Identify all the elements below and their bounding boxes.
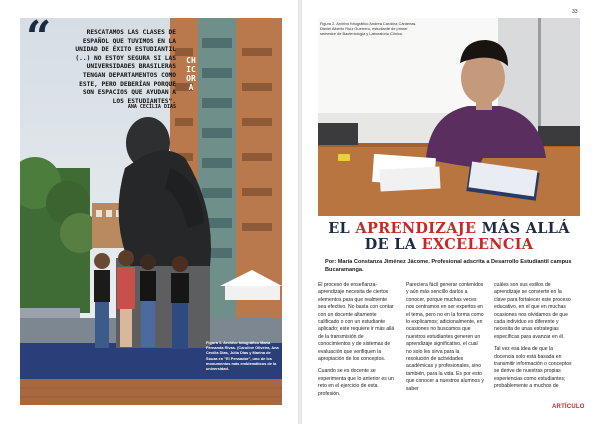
author-byline: Por: María Constanza Jiménez Jácome. Profesional adscrita a Desarrollo Estudiantil campus Bucaramanga. (325, 259, 572, 273)
quote-line: LOS ESTUDIANTES". (112, 97, 176, 105)
title-line-1 (318, 221, 580, 237)
page-number: 33 (572, 9, 578, 15)
quote-line: SON ESPACIOS QUE AYUDAN A (82, 89, 176, 97)
title-text: MÁS ALLÁ (476, 220, 570, 237)
paragraph: cuáles son sus estilos de aprendizaje se convierte en la clave para fortalecer este proceso educativo, en el que en muchas ocasiones nos olvidamos de que cada individuo es diferente y necesita de unas estrategias específicas para avanzar en él. (494, 282, 571, 340)
body-column-3 (494, 282, 572, 396)
quote-mark-icon: “ (26, 12, 52, 63)
quote-line: UNIVERSIDADES BRASILERAS (86, 63, 176, 71)
quote-line: RESCATAMOS LAS CLASES DE (86, 29, 176, 36)
title-text: DE LA (364, 236, 422, 253)
title-accent-excelencia: EXCELENCIA (421, 236, 534, 253)
quote-line: (..) NO ESTOY SEGURA SI LAS (75, 54, 176, 62)
quote-line: TENGAN DEPARTAMENTOS COMO (82, 71, 176, 79)
building-sign: CHICORA (186, 56, 196, 92)
pull-quote (56, 29, 176, 106)
section-label: ARTÍCULO (552, 404, 585, 410)
quote-line: ESTE, PERO DEBERÍAN PORQUE (79, 80, 176, 88)
paragraph: Cuando se es docente se experimenta que lo anterior es un reto en el ejercicio de esta profesión. (318, 368, 394, 397)
paragraph: Pareciera fácil generar contenidos y aún más sencillo darlos a conocer, porque muchas veces nos centramos en ser expertos en el tema, pero no en la forma como lo explicamos; adicionalmente, en ocasiones no buscamos que nuestros estudiantes generen un aprendizaje significativo, el cual no solo les sirva para la resolución de actividades académicas y profesionales, sino también, para la vida. Es por esto que conocer a nuestros alumnos y saber (406, 282, 484, 392)
quote-line: UNIDAD DE ÉXITO ESTUDIANTIL (75, 46, 176, 54)
body-column-1 (318, 282, 396, 403)
title-line-2 (318, 237, 580, 253)
quote-author: ANA CECÍLIA DIAS (127, 104, 176, 110)
paragraph: Tal vez esa idea de que la docencia solo está basada en transmitir información o conceptos se derive de nuestras propias experiencias como estudiantes; probablemente a muchos de (494, 346, 572, 390)
title-text: EL (328, 220, 356, 237)
quote-line: ESPAÑOL QUE TUVIMOS EN LA (82, 37, 176, 45)
figure-1-caption: Figura 1. Archivo fotográfico María Fernanda Rivas. (Caroline Oliveira, Ana Cecília Dias, Júlia Dias y Marina de Souza en "El Pensador", uno de los monumentos más emblemáticos de la universidad. (206, 340, 279, 372)
paragraph: El proceso de enseñanza-aprendizaje necesita de ciertos elementos para que realmente sea efectivo. No basta con contar con un docente altamente calificado o con un estudiante aplicado; este requiere ir más allá de la transmisión de conocimientos y de sistemas de evaluación que verifiquen la apropiación de los conceptos. (318, 282, 395, 363)
title-accent-aprendizaje: APRENDIZAJE (355, 220, 477, 237)
figure-2-caption: Figura 2. Archivo fotográfico Andrea Carolina Cárdenas. Daniel Alberto Ruíz Guerrero, estudiante de primer semestre de Bacteriología y Laboratorio Clínico. (320, 21, 417, 36)
body-column-2 (406, 282, 484, 398)
classroom-scene-illustration (318, 18, 580, 216)
student-studying-photo (318, 18, 580, 216)
article-title (318, 221, 580, 253)
